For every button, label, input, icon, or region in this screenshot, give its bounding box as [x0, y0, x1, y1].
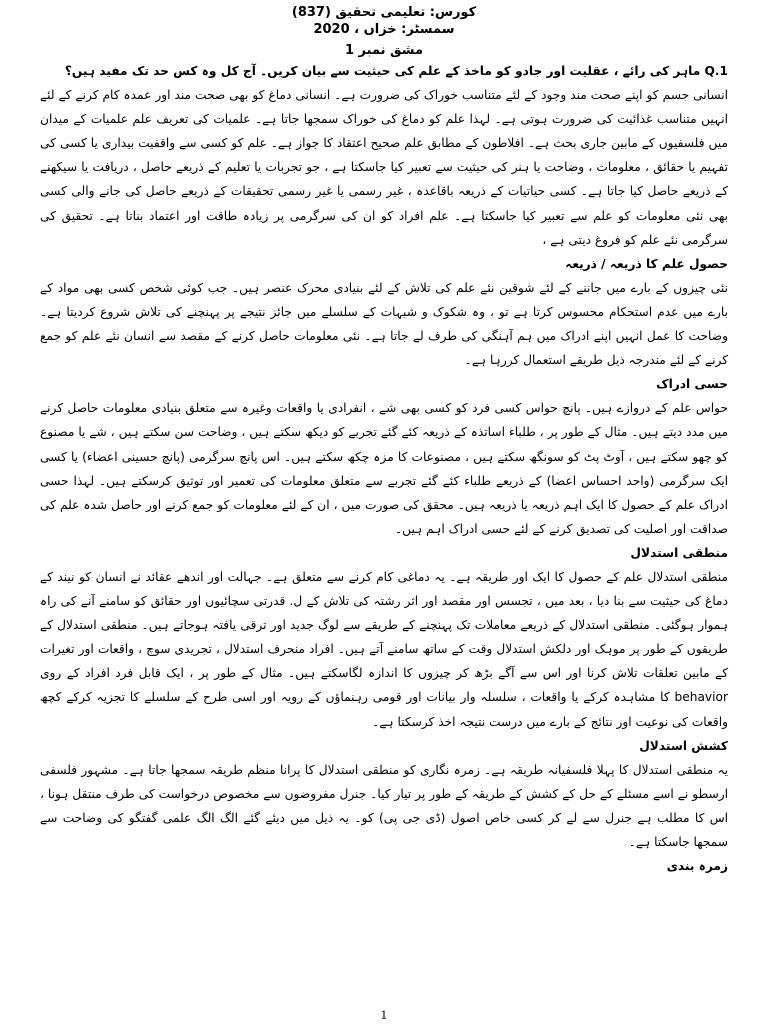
- section-heading-categorization: زمرہ بندی: [666, 859, 728, 874]
- section-heading-logical: منطقی استدلال: [630, 545, 728, 560]
- sensory-paragraph: حواس علم کے دروازے ہیں۔ پانچ حواس کسی فرد کو کسی بھی شے ، انفرادی یا واقعات وغیرہ سے متعلق بنیادی معلومات حاصل کرنے میں مدد دیتے ہیں۔ مثال کے طور پر ، طلباء اساتذہ کے ذریعہ کئے گئے تجربے کو دیکھ سکتے ہیں ، وضاحت سن سکتے ہیں ، شے یا مصنوع کو چھو سکتے ہیں ، آوٹ پٹ کو سونگھ سکتے ہیں ، مصنوعات کا مزہ چکھ سکتے ہیں۔ اس پانچ سرگرمی (پانچ حسینی اعضاء) یا کسی ایک سرگرمی (واحد احساس اعضا) کے ذریعے طلباء کئے گئے تجربے سے متعلق معلومات کی تعمیر اور توثیق کرسکتے ہیں۔ لہذا حسی ادراک علم کے حصول کا ایک اہم ذریعہ یا ذریعہ ہیں۔ محقق کی صورت میں ، ان کے لئے معلومات کو جمع کرنے اور حاصل شدہ علم کی صداقت اور اصلیت کی تصدیق کرنے کے لئے حسی ادراک اہم ہیں۔: [40, 401, 728, 536]
- section-heading-source: حصول علم کا ذریعہ / ذریعہ: [565, 256, 728, 271]
- source-paragraph: نئی چیزوں کے بارے میں جاننے کے لئے شوقین نئے علم کی تلاش کے لئے بنیادی محرک عنصر ہیں۔ جب کوئی شخص کسی بھی مواد کے بارے میں عدم استحکام محسوس کرتا ہے تو ، وہ شکوک و شبہات کے سلسلے میں جائز نتیجے پر پہنچنے کی تلاش شروع کردیتا ہے۔ وضاحت کا عمل انہیں اپنے ادراک میں ہم آہنگی کی طرف لے جاتا ہے۔ نئی معلومات حاصل کرنے کے مقصد سے انسان نئے علم کو جمع کرنے کے لئے مندرجہ ذیل طریقے استعمال کررہا ہے۔: [40, 280, 728, 368]
- logical-paragraph: منطقی استدلال علم کے حصول کا ایک اور طریقہ ہے۔ یہ دماغی کام کرنے سے متعلق ہے۔ جہالت اور اندھے عقائد نے انسان کو نیند کے دماغ کی حیثیت سے بنا دیا ، بعد میں ، تجسس اور مقصد اور اثر رشتہ کی تلاش کے ل. قدرتی سچائیوں اور حقائق کو سامنے آنے کی راہ ہموار ہوگئی۔ منطقی استدلال کے ذریعے معاملات تک پہنچنے کے طریقے سے لوگ جدید اور ترقی یافتہ ہوجاتے ہیں۔ منطقی استدلال کے طریقوں کے طور پر موہک اور دلکش استدلال وقت کے ساتھ سامنے آتے ہیں۔ افراد منحرف استدلال ، تجریدی سوچ ، واقعات اور تغیرات کے مابین تعلقات تلاش کرنا اور اس سے آگے بڑھ کر چیزوں کا اندازہ لگاسکتے ہیں۔ مثال کے طور پر ، ایک قابل فرد افراد کے روی behavior کا مشاہدہ کرکے یا واقعات ، سلسلہ وار بیانات اور قومی رہنماؤں کے رویہ اور اسی طرح کے سلسلے کا تجزیہ کرکے کچھ واقعات کی نوعیت اور نتائج کے بارے میں درست نتیجہ اخذ کرسکتا ہے۔: [40, 569, 728, 729]
- course-title: کورس: تعلیمی تحقیق (837): [291, 5, 477, 20]
- intro-paragraph: انسانی جسم کو اپنے صحت مند وجود کے لئے متناسب خوراک کی ضرورت ہے۔ انسانی دماغ کو بھی صحت مند اور عمدہ کام کرنے کے لئے انہیں متناسب غذائیت کی ضرورت ہوتی ہے۔ لہذا علم کو دماغ کی خوراک سمجھا جاتا ہے۔ علمیات کی تعریف علم علمیات کے میدان میں فلسفیوں کے مابین جاری بحث ہے۔ افلاطون کے مطابق علم صحیح اعتقاد کا جواز ہے۔ علم کو کسی سے واقفیت بیداری یا کسی کی تفہیم یا حقائق ، معلومات ، وضاحت یا ہنر کی حیثیت سے تعبیر کیا جاسکتا ہے ، جو تجربات یا تعلیم کے ذریعے حاصل ، دریافت یا سیکھنے کے ذریعے حاصل کیا جاتا ہے۔ کسی حیاتیات کے ذریعہ باقاعدہ ، غیر رسمی یا غیر رسمی تحقیقات کے ذریعے حاصل کی جانے والی کسی بھی نئی معلومات کو علم سے تعبیر کیا جاسکتا ہے۔ علم افراد کو ان کی سرگرمی پر زیادہ طاقت اور اعتماد بناتا ہے۔ تحقیق کی سرگرمی نئے علم کو فروغ دیتی ہے ،: [40, 88, 728, 247]
- section-heading-deductive: کشش استدلال: [639, 738, 728, 753]
- question-text: Q.1 ماہر کی رائے ، عقلیت اور جادو کو ماخذ کے علم کی حیثیت سے بیان کریں۔ آج کل وہ کس حد تک مفید ہیں؟: [64, 64, 728, 78]
- section-heading-sensory: حسی ادراک: [656, 377, 728, 392]
- exercise-title: مشق نمبر 1: [344, 43, 424, 58]
- document-header: [40, 4, 728, 38]
- semester-title: سمسٹر: خزاں ، 2020: [313, 22, 455, 37]
- deductive-paragraph: یہ منطقی استدلال کا پہلا فلسفیانہ طریقہ ہے۔ زمرہ نگاری کو منطقی استدلال کا پرانا منظم طریقہ سمجھا جاتا ہے۔ مشہور فلسفی ارسطو نے اسے مسئلے کے حل کے کشش کے طریقہ کے طور پر تیار کیا۔ جنرل مفروضوں سے مخصوص درخواست کی طرف منتقل ہونا ، اس کا مطلب ہے جنرل سے لے کر کسی خاص اصول (ڈی جی پی) کو۔ یہ ذیل میں دیئے گئے الگ الگ علمی گفتگو کی وضاحت سے سمجھا جاسکتا ہے۔: [40, 762, 728, 849]
- page-number: 1: [380, 1009, 388, 1022]
- document-page: [40, 0, 728, 1024]
